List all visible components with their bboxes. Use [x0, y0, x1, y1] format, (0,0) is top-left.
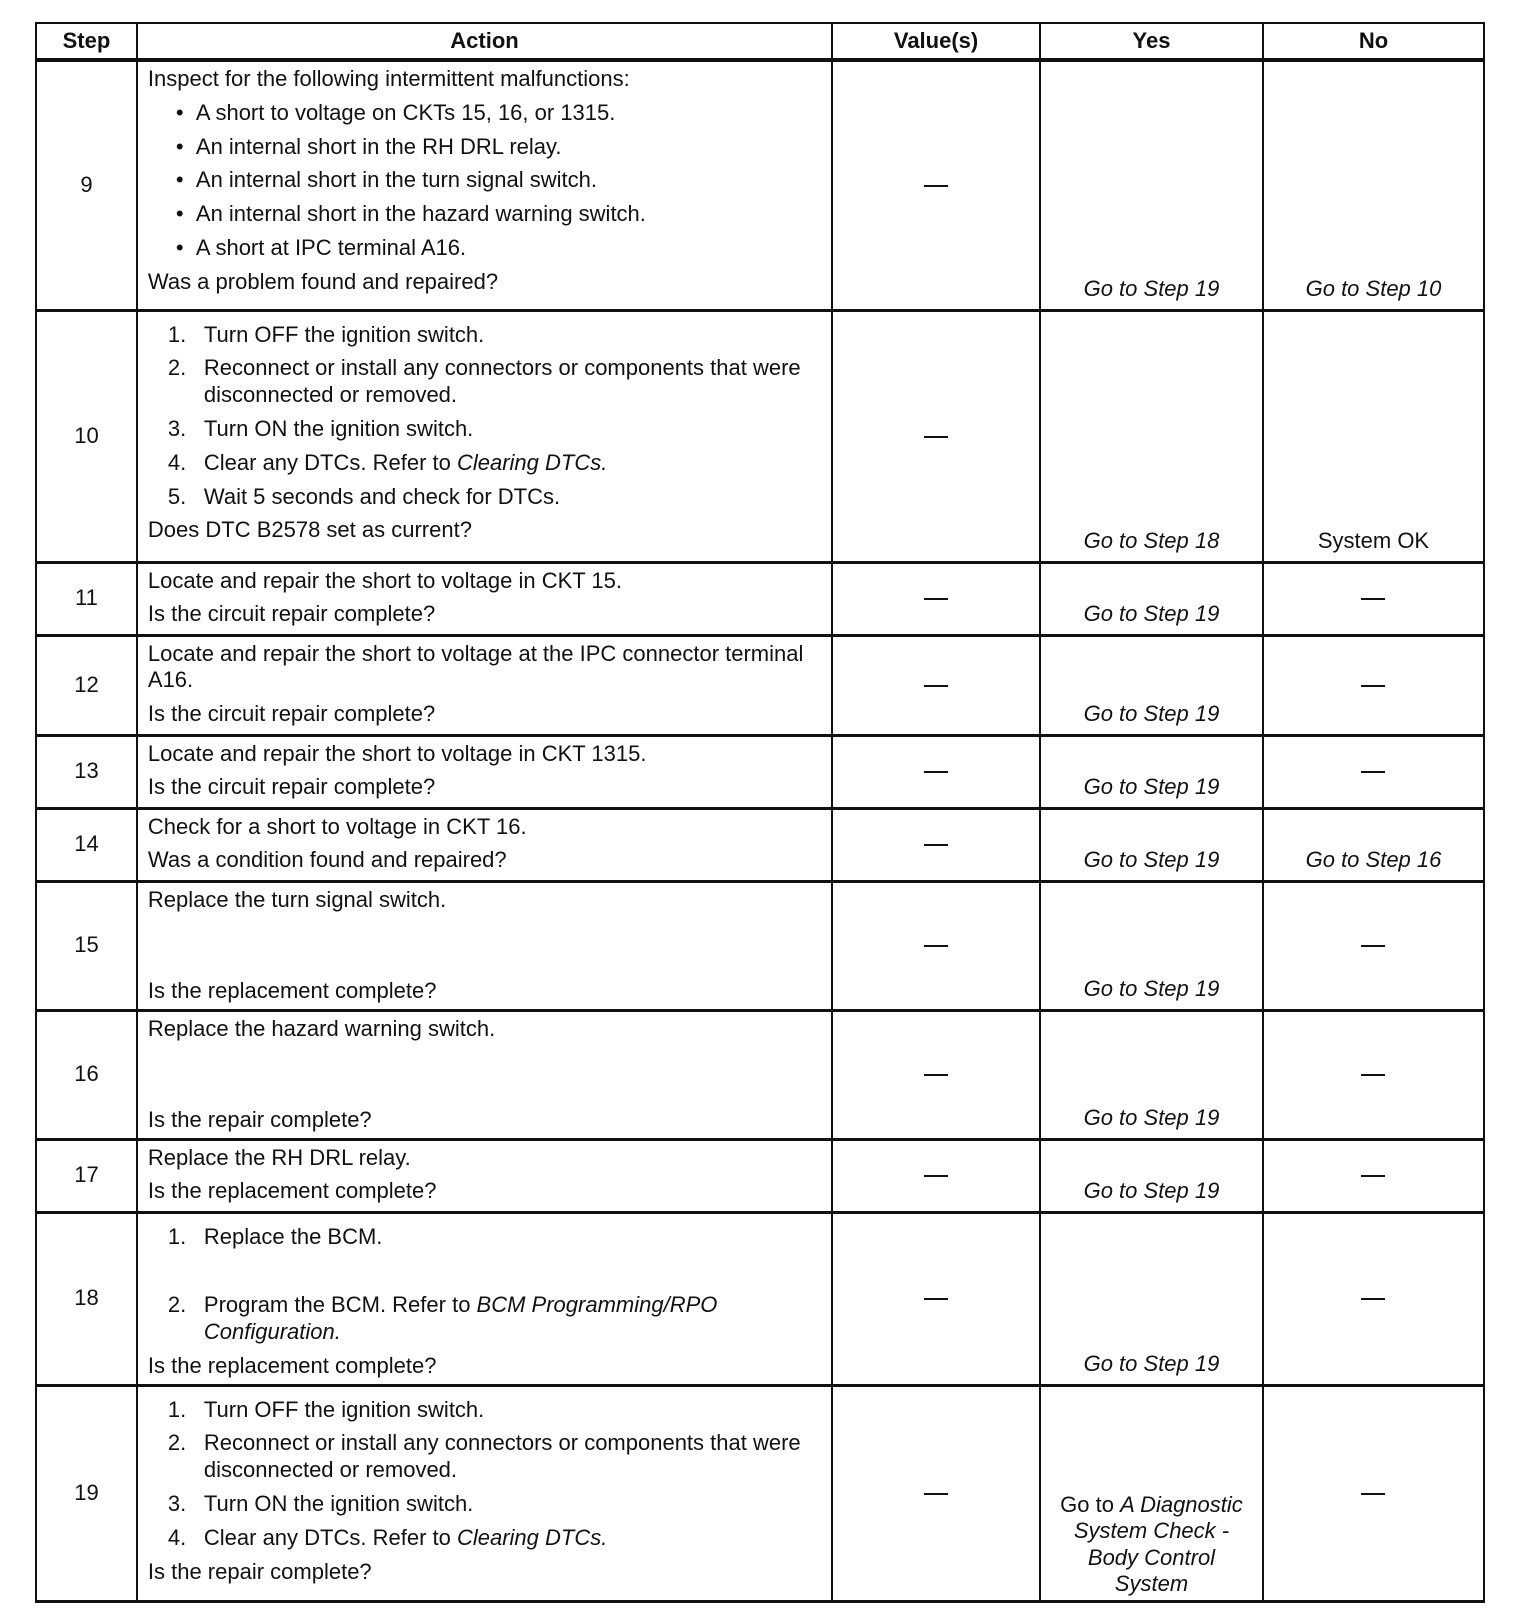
- question-text: Is the repair complete?: [147, 1558, 372, 1584]
- step-number: 10: [36, 310, 137, 562]
- value-cell: [832, 1212, 1040, 1385]
- numbered-item: [148, 1430, 821, 1484]
- action-text: Inspect for the following intermittent malfunctions:: [147, 66, 630, 91]
- yes-cell: Go to Step 19: [1040, 60, 1263, 310]
- numbered-item: [148, 484, 821, 511]
- diagnostic-table: [35, 22, 1485, 1603]
- step-number: 19: [36, 1385, 137, 1601]
- dash-icon: [924, 436, 948, 438]
- item-text: Reconnect or install any connectors or components that were disconnected or removed.: [203, 1430, 801, 1483]
- step-number: 12: [36, 635, 137, 735]
- dash-icon: [1361, 1175, 1385, 1177]
- item-text: Turn OFF the ignition switch.: [203, 321, 485, 347]
- numbered-item: [148, 1525, 821, 1552]
- value-cell: [832, 881, 1040, 1010]
- reference-link: Clearing DTCs.: [456, 449, 608, 475]
- value-cell: [832, 310, 1040, 562]
- question-text: Is the repair complete?: [147, 1106, 372, 1132]
- table-row: [36, 735, 1484, 808]
- item-text: Turn ON the ignition switch.: [203, 1490, 474, 1516]
- yes-cell: Go to Step 19: [1040, 1010, 1263, 1139]
- action-cell: [137, 635, 832, 735]
- question-text: Is the circuit repair complete?: [147, 774, 436, 800]
- value-cell: [832, 1139, 1040, 1212]
- numbered-item: [148, 322, 821, 349]
- question-text: Is the replacement complete?: [147, 977, 437, 1003]
- step-number: 16: [36, 1010, 137, 1139]
- value-cell: [832, 735, 1040, 808]
- yes-cell: Go to Step 19: [1040, 881, 1263, 1010]
- action-text: Replace the turn signal switch.: [147, 886, 447, 912]
- yes-cell: Go to Step 19: [1040, 635, 1263, 735]
- no-cell: [1263, 735, 1484, 808]
- yes-cell: Go to Step 19: [1040, 1139, 1263, 1212]
- question-text: Is the circuit repair complete?: [147, 601, 436, 627]
- action-text: Check for a short to voltage in CKT 16.: [147, 813, 527, 839]
- numbered-item: [148, 1491, 821, 1518]
- header-row: [36, 23, 1484, 60]
- question-text: Is the circuit repair complete?: [147, 701, 436, 727]
- question-text: Is the replacement complete?: [147, 1352, 437, 1378]
- item-number: 4.: [167, 449, 187, 475]
- no-cell: [1263, 881, 1484, 1010]
- yes-cell: Go to Step 19: [1040, 808, 1263, 881]
- item-text: Wait 5 seconds and check for DTCs.: [203, 483, 561, 509]
- table-row: [36, 1010, 1484, 1139]
- dash-icon: [1361, 771, 1385, 773]
- table-row: [36, 562, 1484, 635]
- action-cell: [137, 1010, 832, 1139]
- table-row: [36, 808, 1484, 881]
- dash-icon: [924, 771, 948, 773]
- question-text: Was a condition found and repaired?: [147, 847, 507, 873]
- action-cell: [137, 808, 832, 881]
- yes-cell: Go to Step 19: [1040, 1212, 1263, 1385]
- table-row: [36, 1385, 1484, 1601]
- step-number: 17: [36, 1139, 137, 1212]
- value-cell: [832, 635, 1040, 735]
- item-number: 1.: [167, 1223, 187, 1249]
- bullet-item: • A short at IPC terminal A16.: [148, 235, 821, 262]
- dash-icon: [924, 945, 948, 947]
- dash-icon: [924, 1493, 948, 1495]
- item-number: 3.: [167, 415, 187, 441]
- table-row: [36, 881, 1484, 1010]
- numbered-item: [148, 1224, 821, 1251]
- dash-icon: [924, 844, 948, 846]
- step-number: 9: [36, 60, 137, 310]
- action-cell: [137, 1212, 832, 1385]
- item-text: Turn ON the ignition switch.: [203, 415, 474, 441]
- item-number: 2.: [167, 355, 187, 381]
- action-text: Replace the RH DRL relay.: [147, 1144, 411, 1170]
- table-row: [36, 1139, 1484, 1212]
- table-row: [36, 1212, 1484, 1385]
- action-cell: [137, 310, 832, 562]
- dash-icon: [924, 598, 948, 600]
- no-cell: [1263, 1139, 1484, 1212]
- question-text: Is the replacement complete?: [147, 1178, 437, 1204]
- dash-icon: [1361, 1493, 1385, 1495]
- item-text: Turn OFF the ignition switch.: [203, 1396, 485, 1422]
- no-cell: [1263, 562, 1484, 635]
- item-number: 2.: [167, 1430, 187, 1456]
- no-cell: [1263, 1010, 1484, 1139]
- dash-icon: [1361, 1298, 1385, 1300]
- numbered-item: [148, 1397, 821, 1424]
- yes-cell: Go to Step 19: [1040, 562, 1263, 635]
- yes-cell: [1040, 1385, 1263, 1601]
- yes-cell: Go to Step 19: [1040, 735, 1263, 808]
- header-values: Value(s): [832, 23, 1040, 60]
- action-cell: [137, 881, 832, 1010]
- action-text: Replace the hazard warning switch.: [147, 1015, 496, 1041]
- bullet-item: • A short to voltage on CKTs 15, 16, or 1315.: [148, 100, 821, 127]
- item-text: Reconnect or install any connectors or components that were disconnected or removed.: [203, 355, 801, 408]
- no-cell: [1263, 1385, 1484, 1601]
- header-no: No: [1263, 23, 1484, 60]
- bullet-item: • An internal short in the hazard warning switch.: [148, 201, 821, 228]
- value-cell: [832, 562, 1040, 635]
- question-text: Does DTC B2578 set as current?: [147, 517, 472, 543]
- table-row: [36, 635, 1484, 735]
- bullet-item: • An internal short in the turn signal switch.: [148, 167, 821, 194]
- step-number: 18: [36, 1212, 137, 1385]
- dash-icon: [924, 1298, 948, 1300]
- action-text: Locate and repair the short to voltage at the IPC connector terminal A16.: [147, 640, 804, 693]
- table-row: [36, 310, 1484, 562]
- header-action: Action: [137, 23, 832, 60]
- item-text: Clear any DTCs. Refer to: [203, 449, 457, 475]
- bullet-item: • An internal short in the RH DRL relay.: [148, 134, 821, 161]
- step-number: 14: [36, 808, 137, 881]
- item-number: 2.: [167, 1292, 187, 1318]
- action-text: Locate and repair the short to voltage in CKT 1315.: [147, 740, 647, 766]
- dash-icon: [1361, 945, 1385, 947]
- yes-cell: Go to Step 18: [1040, 310, 1263, 562]
- action-cell: [137, 1139, 832, 1212]
- numbered-item: [148, 1292, 821, 1346]
- numbered-item: [148, 355, 821, 409]
- value-cell: [832, 60, 1040, 310]
- numbered-item: [148, 450, 821, 477]
- action-cell: [137, 1385, 832, 1601]
- item-number: 1.: [167, 1396, 187, 1422]
- table-row: [36, 60, 1484, 310]
- dash-icon: [1361, 685, 1385, 687]
- no-cell: Go to Step 10: [1263, 60, 1484, 310]
- item-text: Clear any DTCs. Refer to: [203, 1524, 457, 1550]
- reference-link: Clearing DTCs.: [456, 1524, 608, 1550]
- dash-icon: [924, 1175, 948, 1177]
- numbered-item: [148, 416, 821, 443]
- no-cell: [1263, 1212, 1484, 1385]
- step-number: 11: [36, 562, 137, 635]
- yes-prefix: Go to: [1060, 1491, 1121, 1517]
- reference-link: BCM Programming/RPO Configuration.: [203, 1292, 718, 1344]
- dash-icon: [924, 685, 948, 687]
- value-cell: [832, 1385, 1040, 1601]
- step-number: 13: [36, 735, 137, 808]
- value-cell: [832, 808, 1040, 881]
- question-text: Was a problem found and repaired?: [147, 268, 499, 294]
- no-cell: Go to Step 16: [1263, 808, 1484, 881]
- no-cell: [1263, 635, 1484, 735]
- item-number: 4.: [167, 1524, 187, 1550]
- item-number: 5.: [167, 483, 187, 509]
- dash-icon: [1361, 598, 1385, 600]
- dash-icon: [924, 185, 948, 187]
- item-number: 1.: [167, 321, 187, 347]
- value-cell: [832, 1010, 1040, 1139]
- dash-icon: [1361, 1074, 1385, 1076]
- reference-link: A Diagnostic System Check - Body Control System: [1073, 1491, 1243, 1597]
- action-text: Locate and repair the short to voltage in CKT 15.: [147, 567, 622, 593]
- header-step: Step: [36, 23, 137, 60]
- action-cell: [137, 735, 832, 808]
- dash-icon: [924, 1074, 948, 1076]
- no-cell: System OK: [1263, 310, 1484, 562]
- step-number: 15: [36, 881, 137, 1010]
- item-number: 3.: [167, 1490, 187, 1516]
- header-yes: Yes: [1040, 23, 1263, 60]
- item-text: Program the BCM. Refer to: [203, 1292, 477, 1318]
- action-cell: [137, 562, 832, 635]
- action-cell: [137, 60, 832, 310]
- item-text: Replace the BCM.: [203, 1223, 383, 1249]
